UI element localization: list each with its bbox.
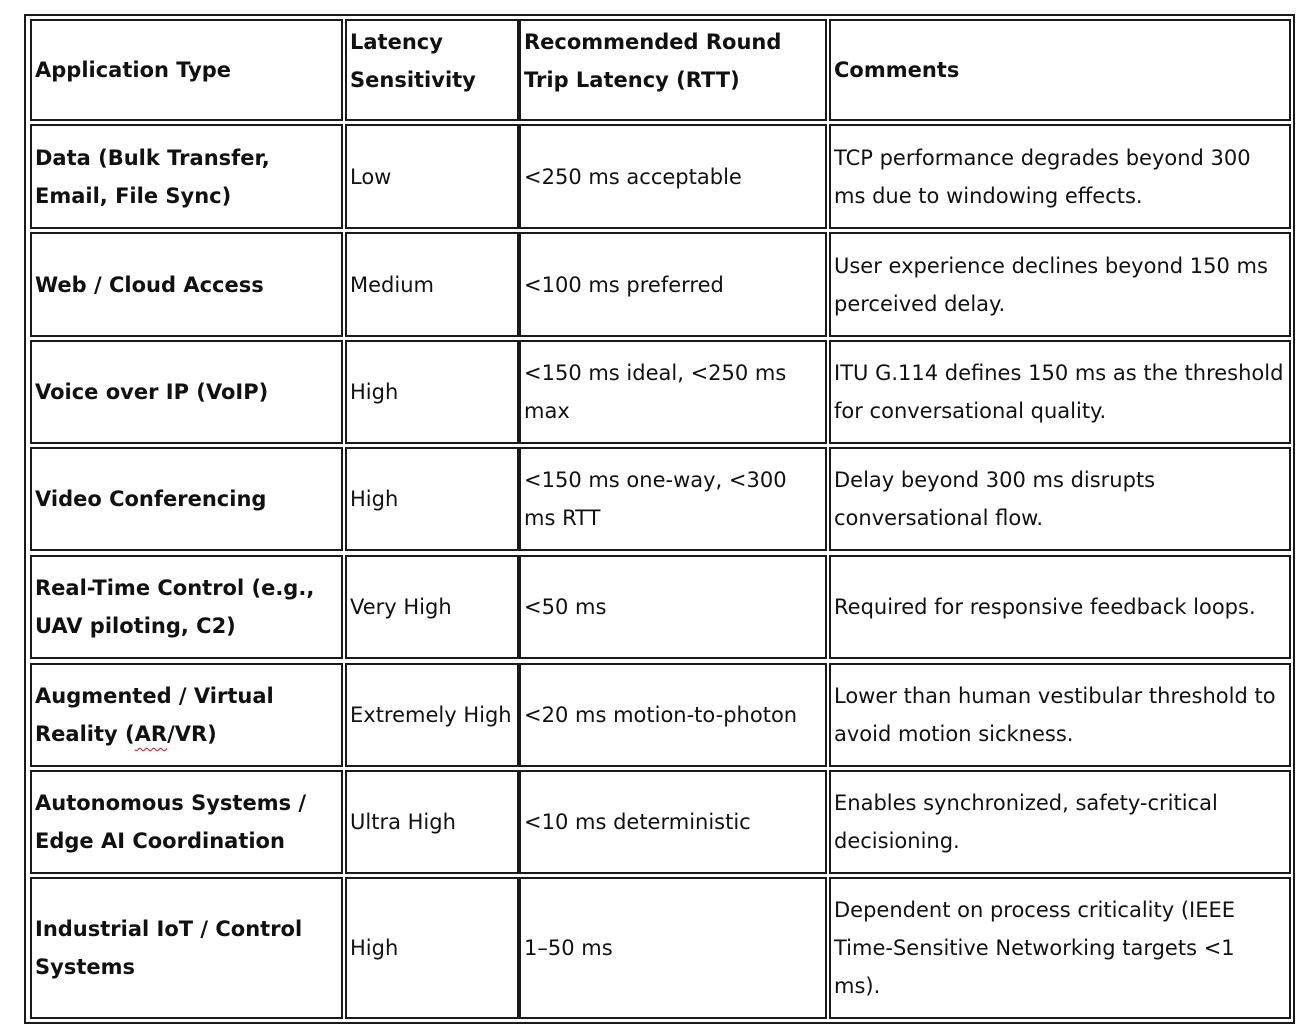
cell-comments: Lower than human vestibular threshold to avoid motion sickness. — [829, 663, 1291, 767]
spellcheck-mark: AR — [134, 722, 168, 746]
header-latency-sensitivity: Latency Sensitivity — [345, 19, 519, 121]
cell-sensitivity: High — [345, 447, 519, 551]
cell-comments: Delay beyond 300 ms disrupts conversational flow. — [829, 447, 1291, 551]
cell-rtt: <100 ms preferred — [519, 232, 827, 337]
cell-application: Autonomous Systems / Edge AI Coordination — [30, 770, 343, 874]
header-comments: Comments — [829, 19, 1291, 121]
cell-application: Web / Cloud Access — [30, 232, 343, 337]
header-application-type: Application Type — [30, 19, 343, 121]
cell-rtt: <50 ms — [519, 555, 827, 659]
cell-comments: Dependent on process criticality (IEEE Time-Sensitive Networking targets <1 ms). — [829, 877, 1291, 1019]
cell-comments: ITU G.114 defines 150 ms as the threshold for conversational quality. — [829, 340, 1291, 444]
cell-rtt: <150 ms ideal, <250 ms max — [519, 340, 827, 444]
header-recommended-rtt: Recommended Round Trip Latency (RTT) — [519, 19, 827, 121]
cell-sensitivity: High — [345, 877, 519, 1019]
cell-sensitivity: High — [345, 340, 519, 444]
cell-rtt: 1–50 ms — [519, 877, 827, 1019]
cell-rtt: <150 ms one-way, <300 ms RTT — [519, 447, 827, 551]
cell-sensitivity: Low — [345, 124, 519, 229]
cell-comments: Required for responsive feedback loops. — [829, 555, 1291, 659]
cell-sensitivity: Ultra High — [345, 770, 519, 874]
cell-sensitivity: Extremely High — [345, 663, 519, 767]
cell-rtt: <10 ms deterministic — [519, 770, 827, 874]
cell-application: Data (Bulk Transfer, Email, File Sync) — [30, 124, 343, 229]
cell-application: Augmented / Virtual Reality (AR/VR) — [30, 663, 343, 767]
cell-application: Video Conferencing — [30, 447, 343, 551]
cell-application: Voice over IP (VoIP) — [30, 340, 343, 444]
cell-sensitivity: Medium — [345, 232, 519, 337]
cell-application: Industrial IoT / Control Systems — [30, 877, 343, 1019]
cell-rtt: <20 ms motion-to-photon — [519, 663, 827, 767]
cell-comments: User experience declines beyond 150 ms perceived delay. — [829, 232, 1291, 337]
cell-comments: TCP performance degrades beyond 300 ms due to windowing effects. — [829, 124, 1291, 229]
cell-application: Real-Time Control (e.g., UAV piloting, C2) — [30, 555, 343, 659]
cell-rtt: <250 ms acceptable — [519, 124, 827, 229]
cell-comments: Enables synchronized, safety-critical decisioning. — [829, 770, 1291, 874]
cell-sensitivity: Very High — [345, 555, 519, 659]
